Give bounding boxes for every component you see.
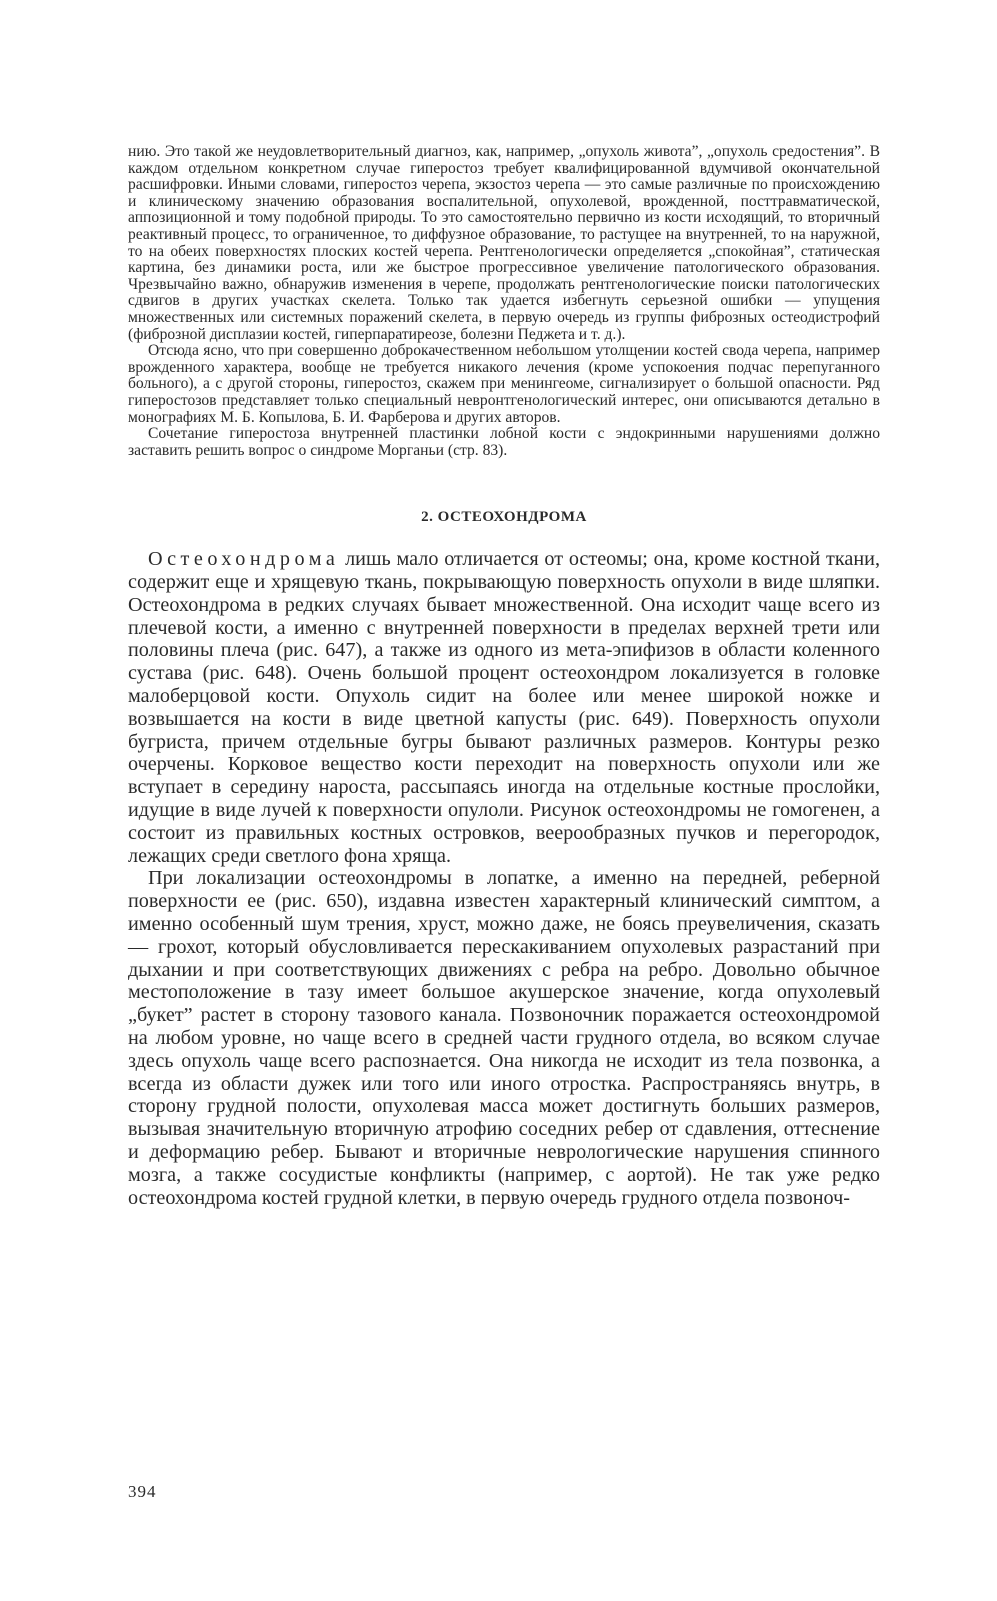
section-paragraph-1 — [128, 548, 880, 867]
page-number: 394 — [128, 1482, 157, 1501]
intro-continuation — [128, 144, 880, 459]
intro-paragraph-2: Отсюда ясно, что при совершенно доброкачественном небольшом утолщении костей свода черепа, например врожденного характера, вообще не требуется никакого лечения (кроме успокоения подчас перепуганного больного), а с другой стороны, гиперостоз, скажем при менингеоме, сигнализирует о большой опасности. Ряд гиперостозов представляет только специальный невронтгенологический интерес, они описываются детально в монографиях М. Б. Копылова, Б. И. Фарберова и других авторов. — [128, 342, 880, 426]
section-heading: 2. ОСТЕОХОНДРОМА — [421, 509, 587, 526]
lead-term: Остеохондрома — [148, 548, 340, 571]
section-paragraph-1-text: лишь мало отличается от остеомы; она, кроме костной ткани, содержит еще и хрящевую ткань, покрывающую поверхность опухоли в виде шляпки. Остеохондрома в редких случаях бывает множественной. Она исходит чаще всего из плечевой кости, а именно с внутренней поверхности в пределах верхней трети или половины плеча (рис. 647), а также из одного из мета-эпифизов в области коленного сустава (рис. 648). Очень большой процент остеохондром локализуется в головке малоберцовой кости. Опухоль сидит на более или менее широкой ножке и возвышается на кости в виде цветной капусты (рис. 649). Поверхность опухоли бугриста, причем отдельные бугры бывают различных размеров. Контуры резко очерчены. Корковое вещество кости переходит на поверхность опухоли или же вступает в середину нароста, рассыпаясь иногда на отдельные костные прослойки, идущие в виде лучей к поверхности опулоли. Рисунок остеохондромы не гомогенен, а состоит из правильных костных островков, веерообразных пучков и перегородок, лежащих среди светлого фона хряща. — [128, 548, 880, 867]
section-paragraph-2: При локализации остеохондромы в лопатке, а именно на передней, реберной поверхности ее (рис. 650), издавна известен характерный клинический симптом, а именно особенный шум трения, хруст, можно даже, не боясь преувеличения, сказать — грохот, который обусловливается перескакиванием опухолевых разрастаний при дыхании и при соответствующих движениях с ребра на ребро. Довольно обычное местоположение в тазу имеет большое акушерское значение, когда опухолевый „букет” растет в сторону тазового канала. Позвоночник поражается остеохондромой на любом уровне, но чаще всего в средней части грудного отдела, во всяком случае здесь опухоль чаще всего распознается. Она никогда не исходит из тела позвонка, а всегда из области дужек или того или иного отростка. Распространяясь внутрь, в сторону грудной полости, опухолевая масса может достигнуть больших размеров, вызывая значительную вторичную атрофию соседних ребер от сдавления, оттеснение и деформацию ребер. Бывают и вторичные неврологические нарушения спинного мозга, а также сосудистые конфликты (например, с аортой). Не так уже редко остеохондрома костей грудной клетки, в первую очередь грудного отдела позвоноч- — [128, 867, 880, 1209]
section-body — [128, 548, 880, 1209]
page-content — [128, 144, 880, 1209]
intro-paragraph-1: нию. Это такой же неудовлетворительный диагноз, как, например, „опухоль живота”, „опухоль средостения”. В каждом отдельном конкретном случае гиперостоз требует квалифицированной вдумчивой окончательной расшифровки. Иными словами, гиперостоз черепа, экзостоз черепа — это самые различные по происхождению и клиническому значению образования воспалительной, опухолевой, врожденной, посттравматической, аппозиционной и тому подобной природы. То это самостоятельно первично из кости исходящий, то вторичный реактивный процесс, то ограниченное, то диффузное образование, то растущее на внутренней, то на наружной, то на обеих поверхностях плоских костей черепа. Рентгенологически определяется „спокойная”, статическая картина, без динамики роста, или же быстрое прогрессивное увеличение патологического образования. Чрезвычайно важно, обнаружив изменения в черепе, продолжать рентгенологические поиски патологических сдвигов в других участках скелета. Только так удается избегнуть серьезной ошибки — упущения множественных или системных поражений скелета, в первую очередь из группы фиброзных остеодистрофий (фиброзной дисплазии костей, гиперпаратиреозе, болезни Педжета и т. д.). — [128, 143, 880, 343]
intro-paragraph-3: Сочетание гиперостоза внутренней пластинки лобной кости с эндокринными нарушениями должно заставить решить вопрос о синдроме Морганьи (стр. 83). — [128, 425, 880, 459]
